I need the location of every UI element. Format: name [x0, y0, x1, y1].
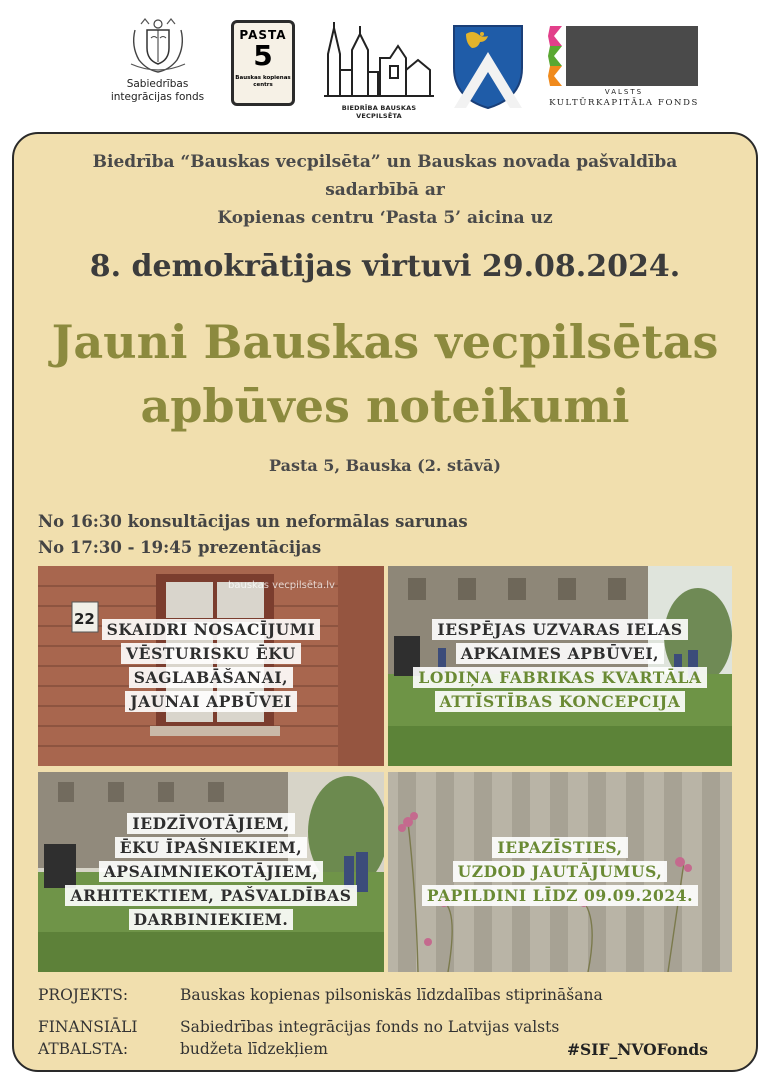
tile-2-line-3: LODIŅA FABRIKAS KVARTĀLA	[413, 667, 706, 688]
tile-2-caption	[413, 618, 706, 714]
photo-tile-fence-flowers	[388, 772, 732, 972]
tile-1-line-3: SAGLABĀŠANAI,	[129, 667, 293, 688]
tile-3-line-4: ARHITEKTIEM, PAŠVALDĪBAS	[65, 885, 356, 906]
tile-2-line-1: IESPĒJAS UZVARAS IELAS	[432, 619, 687, 640]
event-location: Pasta 5, Bauska (2. stāvā)	[269, 456, 501, 475]
event-title-line-2: apbūves noteikumi	[140, 379, 630, 433]
photo-watermark: bauskas vecpilsēta.lv	[228, 580, 335, 591]
event-title-line-1: Jauni Bauskas vecpilsētas	[51, 315, 719, 369]
tile-3-line-1: IEDZĪVOTĀJIEM,	[127, 813, 294, 834]
tile-4-line-3: PAPILDINI LĪDZ 09.09.2024.	[422, 885, 698, 906]
schedule-line-2: No 17:30 - 19:45 prezentācijas	[38, 538, 322, 557]
funding-text-line-1: Sabiedrības integrācijas fonds no Latvijas valsts	[180, 1018, 560, 1036]
tile-3-caption	[65, 812, 356, 932]
pasta5-logo-sub1: Bauskas kopienas	[235, 75, 291, 81]
tile-1-line-1: SKAIDRI NOSACĪJUMI	[102, 619, 321, 640]
sif-logo	[95, 16, 220, 116]
old-town-skyline-icon	[320, 20, 438, 98]
tile-4-caption	[422, 836, 698, 908]
event-title	[14, 310, 756, 438]
tile-2-line-4: ATTĪSTĪBAS KONCEPCIJA	[435, 691, 686, 712]
tile-1-line-4: JAUNAI APBŪVEI	[125, 691, 297, 712]
vkkf-logo-line2: KULTŪRKAPITĀLA FONDS	[549, 98, 699, 108]
vkkf-logo-line1: VALSTS	[604, 88, 644, 96]
tile-4-line-2: UZDOD JAUTĀJUMUS,	[453, 861, 668, 882]
funding-label-line-2: ATBALSTA:	[38, 1040, 129, 1058]
pasta5-logo-word: PASTA	[239, 28, 287, 42]
photo-tile-audience	[38, 772, 384, 972]
funding-label-line-1: FINANSIĀLI	[38, 1018, 138, 1036]
logo-strip	[0, 0, 764, 125]
tile-4-line-1: IEPAZĪSTIES,	[492, 837, 627, 858]
house-number-plate: 22	[74, 610, 95, 628]
intro-line-2: sadarbībā ar	[325, 180, 445, 200]
tile-3-line-5: DARBINIEKIEM.	[129, 909, 294, 930]
tile-3-line-2: ĒKU ĪPAŠNIEKIEM,	[115, 837, 308, 858]
bauska-municipality-shield-icon	[452, 24, 524, 110]
tile-3-line-3: APSAIMNIEKOTĀJIEM,	[99, 861, 323, 882]
bauskas-vecpilseta-logo	[320, 20, 438, 120]
sif-logo-caption: Sabiedrības integrācijas fonds	[110, 78, 205, 103]
pasta5-logo-number: 5	[253, 39, 273, 72]
project-label: PROJEKTS:	[38, 986, 129, 1004]
intro-line-1: Biedrība “Bauskas vecpilsēta” un Bauskas novada pašvaldība	[92, 152, 678, 172]
vkkf-mark-icon	[548, 26, 700, 86]
pasta5-logo	[231, 20, 295, 106]
intro-line-3: Kopienas centru ‘Pasta 5’ aicina uz	[217, 208, 553, 228]
photo-tile-factory-quarter	[388, 566, 732, 766]
project-name: Bauskas kopienas pilsoniskās līdzdalības stiprināšana	[180, 986, 603, 1004]
latvia-coat-of-arms-icon	[127, 16, 189, 74]
schedule-line-1: No 16:30 konsultācijas un neformālas sarunas	[38, 512, 468, 531]
tile-1-caption	[102, 618, 321, 714]
pasta5-logo-sub2: centrs	[253, 82, 273, 88]
bauskas-vecpilseta-logo-caption: BIEDRĪBA BAUSKAS VECPILSĒTA	[341, 104, 417, 120]
tile-2-line-2: APKAIMES APBŪVEI,	[456, 643, 664, 664]
funding-text-line-2: budžeta līdzekļiem	[180, 1040, 328, 1058]
event-date-line: 8. demokrātijas virtuvi 29.08.2024.	[89, 249, 681, 284]
photo-tile-historic-building	[38, 566, 384, 766]
vkkf-logo	[548, 26, 700, 112]
hashtag: #SIF_NVOFonds	[567, 1040, 708, 1059]
tile-1-line-2: VĒSTURISKU ĒKU	[121, 643, 301, 664]
